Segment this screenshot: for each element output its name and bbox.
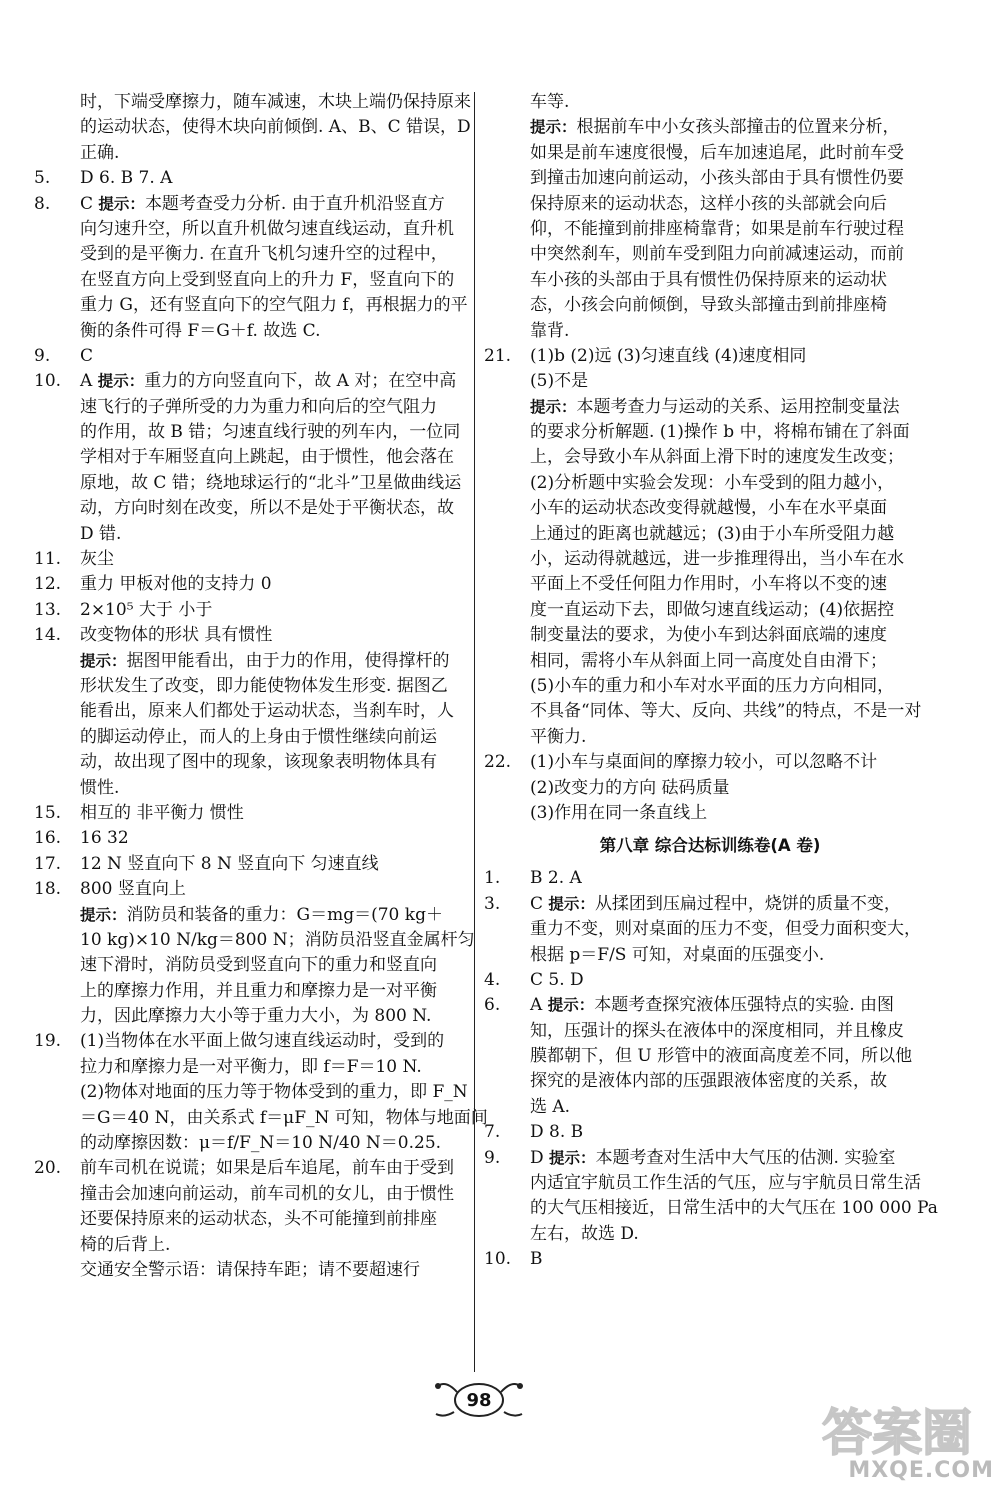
answer-text: (2)物体对地面的压力等于物体受到的重力，即 F_N bbox=[80, 1082, 468, 1103]
answer-text: 制变量法的要求，为使小车到达斜面底端的速度 bbox=[530, 625, 887, 646]
question-number: 9. bbox=[484, 1147, 501, 1168]
answer-text: (1)当物体在水平面上做匀速直线运动时，受到的 bbox=[80, 1031, 445, 1052]
answer-text: (5)小车的重力和小车对水平面的压力方向相同， bbox=[530, 675, 895, 696]
answer-line bbox=[484, 649, 936, 674]
hint-label: 提示： bbox=[549, 1148, 596, 1167]
answer-line bbox=[34, 445, 466, 470]
answer-text: 撞击会加速向前运动，前车司机的女儿，由于惯性 bbox=[80, 1183, 454, 1204]
answer-line bbox=[484, 1247, 936, 1272]
answer-line bbox=[484, 445, 936, 470]
answer-line bbox=[34, 242, 466, 267]
answer-line bbox=[484, 369, 936, 394]
answer-text: 力，因此摩擦力大小等于重力大小，为 800 N. bbox=[80, 1006, 432, 1027]
hint-text: 本题考查力与运动的关系、运用控制变量法 bbox=[576, 396, 900, 417]
answer-line bbox=[34, 928, 475, 953]
answer-line bbox=[484, 776, 936, 801]
answer-line bbox=[34, 1182, 466, 1207]
answer-text: 12 N 竖直向下 8 N 竖直向下 匀速直线 bbox=[80, 853, 379, 874]
answer-text: 膜都朝下，但 U 形管中的液面高度差不同，所以他 bbox=[530, 1046, 913, 1067]
answer-text: C bbox=[530, 893, 549, 914]
answer-text: 相同，需将小车从斜面上同一高度处自由滑下； bbox=[530, 650, 887, 671]
question-number: 6. bbox=[484, 995, 501, 1016]
hint-label: 提示： bbox=[98, 194, 145, 213]
answer-text: 靠背. bbox=[530, 320, 570, 341]
answer-line bbox=[484, 623, 936, 648]
question-number: 10. bbox=[484, 1249, 512, 1270]
hint-text: 本题考查受力分析. 由于直升机沿竖直方 bbox=[144, 193, 445, 214]
question-number: 16. bbox=[34, 828, 62, 849]
answer-text: 的作用，故 B 错；匀速直线行驶的列车内，一位同 bbox=[80, 422, 461, 443]
answer-text: D 6. B 7. A bbox=[80, 168, 173, 189]
watermark-logo bbox=[818, 1396, 988, 1462]
page-number: 98 bbox=[466, 1390, 492, 1411]
answer-line bbox=[34, 115, 471, 140]
answer-text: 前车司机在说谎；如果是后车追尾，前车由于受到 bbox=[80, 1158, 454, 1179]
answer-text: 向匀速升空，所以直升机做匀速直线运动，直升机 bbox=[80, 218, 454, 239]
answer-text: 车等. bbox=[530, 92, 570, 112]
answer-text: 的动摩擦因数：μ＝f/F_N＝10 N/40 N＝0.25. bbox=[80, 1133, 442, 1154]
answer-text: 的要求分析解题. (1)操作 b 中，将棉布铺在了斜面 bbox=[530, 422, 910, 443]
answer-line bbox=[484, 801, 936, 826]
answer-text: 选 A. bbox=[530, 1096, 571, 1117]
answer-line bbox=[484, 1146, 936, 1171]
hint-text: 根据前车中小女孩头部撞击的位置来分析， bbox=[576, 117, 900, 138]
answer-line bbox=[34, 141, 466, 166]
answer-text: 时，下端受摩擦力，随车减速，木块上端仍保持原来 bbox=[80, 92, 471, 112]
answer-text: 衡的条件可得 F＝G＋f. 故选 C. bbox=[80, 320, 321, 341]
answer-line bbox=[484, 192, 936, 217]
answer-line bbox=[484, 293, 936, 318]
answer-line bbox=[484, 917, 936, 942]
answer-text: 重力 甲板对他的支持力 0 bbox=[80, 574, 272, 595]
answer-line bbox=[34, 293, 466, 318]
question-number: 22. bbox=[484, 752, 512, 773]
answer-text: 左右，故选 D. bbox=[530, 1223, 639, 1244]
answer-line bbox=[34, 623, 466, 648]
answer-text: 速下滑时，消防员受到竖直向下的重力和竖直向 bbox=[80, 955, 437, 976]
answer-line bbox=[484, 471, 936, 496]
answer-line bbox=[34, 674, 466, 699]
answer-text: 内适宜宇航员工作生活的气压，应与宇航员日常生活 bbox=[530, 1173, 921, 1194]
answer-text: 椅的后背上. bbox=[80, 1234, 171, 1255]
answer-line bbox=[34, 192, 466, 217]
answer-line bbox=[484, 968, 936, 993]
answer-text: 小，运动得就越远，进一步推理得出，当小车在水 bbox=[530, 549, 904, 570]
answer-line bbox=[34, 1207, 466, 1232]
hint-label: 提示： bbox=[530, 118, 577, 137]
answer-line bbox=[484, 319, 936, 344]
answer-text: 学相对于车厢竖直向上跳起，由于惯性，他会落在 bbox=[80, 447, 454, 468]
answer-text: 的脚运动停止，而人的上身由于惯性继续向前运 bbox=[80, 726, 437, 747]
answer-line bbox=[484, 674, 936, 699]
answer-line bbox=[34, 598, 466, 623]
answer-text: C bbox=[80, 345, 94, 366]
right-answers-part1 bbox=[484, 90, 936, 826]
answer-text: 能看出，原来人们都处于运动状态，当刹车时，人 bbox=[80, 701, 454, 722]
answer-line bbox=[34, 1233, 466, 1258]
answer-line bbox=[34, 496, 466, 521]
answer-text: 灰尘 bbox=[80, 549, 114, 570]
answer-line bbox=[34, 826, 466, 851]
answer-text: (5)不是 bbox=[530, 371, 589, 392]
answer-text: 根据 p＝F/S 可知，对桌面的压强变小. bbox=[530, 944, 825, 965]
answer-line bbox=[484, 572, 936, 597]
answer-text: ＝G＝40 N，由关系式 f＝μF_N 可知，物体与地面间 bbox=[80, 1107, 488, 1128]
question-number: 17. bbox=[34, 853, 62, 874]
question-number: 13. bbox=[34, 599, 62, 620]
answer-text: 动，方向时刻在改变，所以不是处于平衡状态，故 bbox=[80, 498, 454, 519]
answer-text: D bbox=[530, 1147, 550, 1168]
hint-text: 重力的方向竖直向下，故 A 对；在空中高 bbox=[144, 371, 457, 392]
answer-line bbox=[484, 943, 936, 968]
question-number: 4. bbox=[484, 969, 501, 990]
answer-line bbox=[34, 1131, 466, 1156]
hint-label: 提示： bbox=[530, 397, 577, 416]
answer-text: (2)分析题中实验会发现：小车受到的阻力越小， bbox=[530, 472, 895, 493]
answer-line bbox=[484, 90, 936, 115]
answer-text: 态，小孩会向前倾倒，导致头部撞击到前排座椅 bbox=[530, 295, 887, 316]
question-number: 14. bbox=[34, 625, 62, 646]
left-column bbox=[34, 90, 488, 1283]
answer-line bbox=[34, 395, 466, 420]
answer-text: 车小孩的头部由于具有惯性仍保持原来的运动状 bbox=[530, 269, 887, 290]
hint-text: 据图甲能看出，由于力的作用，使得撑杆的 bbox=[126, 650, 450, 671]
answer-text: B bbox=[530, 1249, 543, 1270]
answer-line bbox=[484, 166, 936, 191]
section-title: 第八章 综合达标训练卷(A 卷) bbox=[599, 836, 821, 856]
answer-line bbox=[34, 776, 466, 801]
hint-label: 提示： bbox=[80, 905, 127, 924]
answer-text: 上，会导致小车从斜面上滑下时的速度发生改变； bbox=[530, 447, 904, 468]
answer-line bbox=[34, 471, 466, 496]
answer-line bbox=[34, 1258, 466, 1283]
question-number: 12. bbox=[34, 574, 62, 595]
answer-text: 交通安全警示语：请保持车距；请不要超速行 bbox=[80, 1259, 420, 1280]
answer-text: 重力 G，还有竖直向下的空气阻力 f，再根据力的平 bbox=[80, 295, 468, 316]
answer-line bbox=[484, 395, 936, 420]
answer-text: C 5. D bbox=[530, 969, 584, 990]
question-number: 10. bbox=[34, 371, 62, 392]
answer-line bbox=[34, 217, 466, 242]
answer-text: 拉力和摩擦力是一对平衡力，即 f＝F＝10 N. bbox=[80, 1056, 422, 1077]
answer-line bbox=[34, 572, 466, 597]
hint-text: 本题考查探究液体压强特点的实验. 由图 bbox=[594, 995, 895, 1016]
answer-text: 上的摩擦力作用，并且重力和摩擦力是一对平衡 bbox=[80, 980, 437, 1001]
answer-text: 2×10⁵ 大于 小于 bbox=[80, 599, 213, 620]
answer-line bbox=[34, 979, 466, 1004]
answer-text: (1)小车与桌面间的摩擦力较小，可以忽略不计 bbox=[530, 752, 878, 773]
answer-text: B 2. A bbox=[530, 868, 582, 889]
answer-text: 10 kg)×10 N/kg＝800 N；消防员沿竖直金属杆匀 bbox=[80, 929, 475, 950]
answer-line bbox=[484, 750, 936, 775]
answer-text: 的大气压相接近，日常生活中的大气压在 100 000 Pa bbox=[530, 1198, 938, 1219]
answer-line bbox=[484, 522, 936, 547]
answer-text: 中突然刹车，则前车受到阻力向前减速运动，而前 bbox=[530, 244, 904, 265]
answer-text: 惯性. bbox=[80, 777, 120, 798]
answer-line bbox=[34, 1055, 466, 1080]
hint-label: 提示： bbox=[80, 651, 127, 670]
question-number: 1. bbox=[484, 868, 501, 889]
answer-line bbox=[484, 892, 936, 917]
answer-line bbox=[484, 725, 936, 750]
hint-label: 提示： bbox=[547, 996, 595, 1015]
right-column bbox=[484, 90, 936, 1273]
answer-line bbox=[484, 217, 936, 242]
answer-line bbox=[484, 1019, 936, 1044]
answer-line bbox=[34, 1156, 466, 1181]
answer-text: 平面上不受任何阻力作用时，小车将以不变的速 bbox=[530, 574, 887, 595]
answer-text: 上通过的距离也就越远；(3)由于小车所受阻力越 bbox=[530, 523, 895, 544]
answer-text: 保持原来的运动状态，这样小孩的头部就会向后 bbox=[530, 193, 887, 214]
answer-line bbox=[34, 319, 466, 344]
answer-line bbox=[484, 1222, 936, 1247]
question-number: 9. bbox=[34, 345, 51, 366]
question-number: 11. bbox=[34, 549, 62, 570]
question-number: 18. bbox=[34, 879, 62, 900]
question-number: 8. bbox=[34, 193, 51, 214]
answer-text: 受到的是平衡力. 在直升飞机匀速升空的过程中， bbox=[80, 244, 448, 265]
answer-line bbox=[34, 522, 466, 547]
answer-line bbox=[484, 547, 936, 572]
answer-line bbox=[34, 903, 466, 928]
question-number: 7. bbox=[484, 1122, 501, 1143]
answer-text: 正确. bbox=[80, 142, 120, 163]
answer-line bbox=[484, 866, 936, 891]
answer-text: 16 32 bbox=[80, 828, 129, 849]
answer-text: 800 竖直向上 bbox=[80, 879, 186, 900]
hint-text: 消防员和装备的重力：G＝mg＝(70 kg＋ bbox=[126, 904, 443, 925]
answer-text: 动，故出现了图中的现象，该现象表明物体具有 bbox=[80, 752, 437, 773]
answer-text: 改变物体的形状 具有惯性 bbox=[80, 625, 273, 646]
answer-line bbox=[484, 1171, 936, 1196]
answer-line bbox=[34, 725, 466, 750]
svg-text:答案圈: 答案圈 bbox=[822, 1404, 972, 1462]
answer-text: C bbox=[80, 193, 99, 214]
answer-text: 知，压强计的探头在液体中的深度相同，并且橡皮 bbox=[530, 1020, 904, 1041]
answer-text: 重力不变，则对桌面的压力不变，但受力面积变大， bbox=[530, 919, 921, 940]
answer-line bbox=[484, 993, 936, 1018]
answer-line bbox=[484, 141, 936, 166]
answer-line bbox=[34, 649, 466, 674]
answer-text: A bbox=[530, 995, 548, 1016]
answer-line bbox=[484, 344, 936, 369]
answer-line bbox=[34, 877, 466, 902]
answer-text: 到撞击加速向前运动，小孩头部由于具有惯性仍要 bbox=[530, 168, 904, 189]
answer-line bbox=[484, 496, 936, 521]
question-number: 21. bbox=[484, 345, 512, 366]
answer-line bbox=[484, 1120, 936, 1145]
question-number: 3. bbox=[484, 893, 501, 914]
right-answers-part2 bbox=[484, 866, 936, 1272]
answer-text: 度一直运动下去，即做匀速直线运动；(4)依据控 bbox=[530, 599, 895, 620]
answer-line bbox=[34, 1080, 466, 1105]
answer-text: 在竖直方向上受到竖直向上的升力 F，竖直向下的 bbox=[80, 269, 455, 290]
answer-line bbox=[34, 1029, 466, 1054]
answer-text: A bbox=[80, 371, 98, 392]
answer-line bbox=[34, 369, 466, 394]
answer-line bbox=[484, 1196, 936, 1221]
watermark-text: MXQE.COM bbox=[848, 1458, 994, 1483]
question-number: 15. bbox=[34, 802, 62, 823]
answer-line bbox=[34, 90, 471, 115]
answer-line bbox=[34, 166, 466, 191]
answer-text: 平衡力. bbox=[530, 726, 587, 747]
answer-line bbox=[484, 420, 936, 445]
answer-text: 的运动状态，使得木块向前倾倒. A、B、C 错误，D bbox=[80, 117, 471, 138]
answer-text: 速飞行的子弹所受的力为重力和向后的空气阻力 bbox=[80, 396, 437, 417]
answer-line bbox=[484, 268, 936, 293]
answer-line bbox=[484, 699, 936, 724]
answer-text: 小车的运动状态改变得就越慢，小车在水平桌面 bbox=[530, 498, 887, 519]
answer-line bbox=[34, 268, 466, 293]
answer-text: D 8. B bbox=[530, 1122, 584, 1143]
question-number: 19. bbox=[34, 1031, 62, 1052]
hint-label: 提示： bbox=[548, 894, 595, 913]
answer-text: 仰，不能撞到前排座椅靠背；如果是前车行驶过程 bbox=[530, 218, 904, 239]
answer-line bbox=[484, 115, 936, 140]
answer-line bbox=[484, 1095, 936, 1120]
answer-line bbox=[34, 750, 466, 775]
answer-text: (3)作用在同一条直线上 bbox=[530, 802, 708, 823]
answer-text: (1)b (2)远 (3)匀速直线 (4)速度相同 bbox=[530, 345, 807, 366]
hint-text: 本题考查对生活中大气压的估测. 实验室 bbox=[595, 1147, 896, 1168]
answer-text: 形状发生了改变，即力能使物体发生形变. 据图乙 bbox=[80, 675, 448, 696]
hint-label: 提示： bbox=[97, 372, 145, 391]
question-number: 5. bbox=[34, 168, 51, 189]
answer-line bbox=[34, 420, 466, 445]
answer-text: 相互的 非平衡力 惯性 bbox=[80, 802, 244, 823]
answer-text: 探究的是液体内部的压强跟液体密度的关系，故 bbox=[530, 1071, 887, 1092]
answer-line bbox=[34, 1106, 488, 1131]
answer-text: (2)改变力的方向 砝码质量 bbox=[530, 777, 730, 798]
answer-text: 如果是前车速度很慢，后车加速追尾，此时前车受 bbox=[530, 142, 904, 163]
answer-line bbox=[484, 1069, 936, 1094]
answer-line bbox=[34, 852, 466, 877]
answer-line bbox=[34, 547, 466, 572]
answer-line bbox=[484, 598, 936, 623]
answer-text: D 错. bbox=[80, 523, 122, 544]
answer-line bbox=[34, 1004, 466, 1029]
hint-text: 从揉团到压扁过程中，烧饼的质量不变， bbox=[594, 893, 901, 914]
column-divider bbox=[474, 92, 475, 1372]
answer-line bbox=[34, 344, 466, 369]
answer-text: 还要保持原来的运动状态，头不可能撞到前排座 bbox=[80, 1209, 437, 1230]
answer-line bbox=[484, 242, 936, 267]
question-number: 20. bbox=[34, 1158, 62, 1179]
answer-line bbox=[34, 801, 466, 826]
answer-text: 不具备“同体、等大、反向、共线”的特点，不是一对 bbox=[530, 701, 922, 722]
answer-line bbox=[34, 953, 466, 978]
answer-line bbox=[34, 699, 466, 724]
answer-line bbox=[484, 1044, 936, 1069]
answer-text: 原地，故 C 错；绕地球运行的“北斗”卫星做曲线运 bbox=[80, 472, 462, 493]
